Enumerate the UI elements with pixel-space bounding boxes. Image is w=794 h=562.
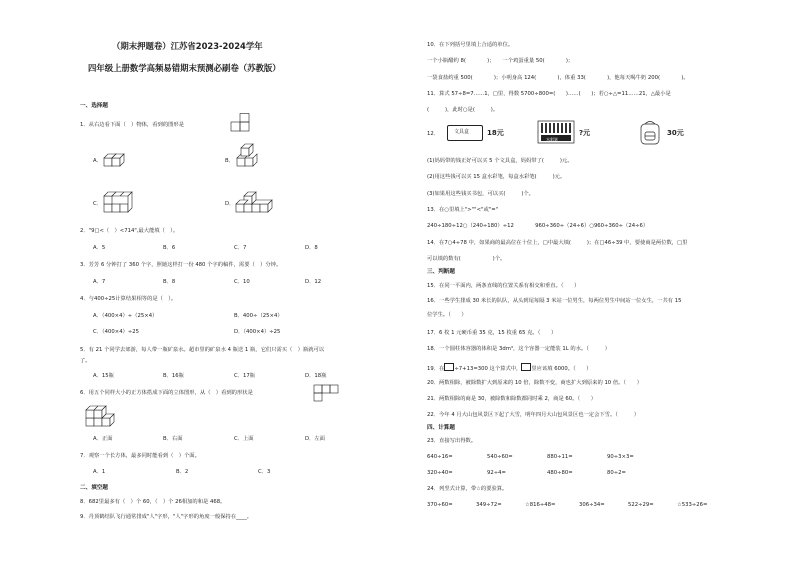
q3-option-d: D．12: [305, 279, 322, 285]
question-12: 12．: [427, 131, 440, 137]
q10-line-2: 一袋食盐约重 500( )；小明身高 124( )，体重 33( )，他每天喝牛奶 200( )。: [427, 75, 689, 81]
pencil-case-image: [447, 125, 483, 141]
question-21: 21．两数相除的商是 30，被除数和除数都同时乘 2，商是 60。（ ）: [427, 396, 597, 402]
question-11-line-1: 11．算式 57÷8=7……1，□里，得数 5700÷800=( )……( )；若○÷△=11……21，△最小是: [427, 91, 671, 97]
q23-row-1-item-3: 880÷11=: [547, 454, 573, 460]
q1-option-d: D．: [225, 201, 235, 207]
schoolbag-price: 30元: [667, 129, 684, 137]
q19-box-2: [521, 363, 531, 371]
q23-row-2-item-1: 320÷40=: [427, 470, 453, 476]
watercolor-pens-price: ?元: [579, 129, 591, 137]
q24-item-5: 522÷29=: [628, 502, 654, 508]
q23-row-1-item-1: 640÷16=: [427, 454, 453, 460]
q7-option-b: B．2: [176, 469, 189, 475]
q24-item-3: ☆816÷48=: [525, 502, 556, 508]
q1-option-a: A．: [93, 158, 102, 164]
title-line-2: 四年级上册数学高频易错期末预测必刷卷（苏教版）: [88, 63, 281, 73]
section-true-false: 三、判断题: [427, 269, 455, 275]
question-5-line-2: 了。: [80, 358, 91, 364]
question-6: 6．用五个同样大小的正方体搭成下面的立体图形，从（ ）看到的形状是: [80, 390, 253, 396]
q2-option-c: C．7: [234, 245, 247, 251]
q1-option-b: B．: [225, 158, 234, 164]
q6-option-a: A．正面: [93, 436, 113, 442]
q23-row-2-item-4: 80÷2=: [607, 470, 626, 476]
q6-view-figure: [313, 384, 339, 402]
title-line-1: （期末押题卷）江苏省2023-2024学年: [112, 41, 263, 51]
q6-solid-figure: [84, 402, 120, 432]
q19-box-1: [444, 363, 454, 371]
pencil-case-label: 文具盒: [454, 129, 470, 135]
question-13: 13．在○里填上">""<"或"=": [427, 207, 499, 213]
q2-option-d: D．8: [305, 245, 318, 251]
question-3: 3．芳芳 6 分钟打了 360 个字，照她这样打一份 480 个字的稿件，需要（ ）分钟。: [80, 262, 282, 268]
schoolbag-image: [637, 118, 663, 146]
section-calculation: 四、计算题: [427, 425, 455, 431]
question-10: 10．在下列括号里填上合适的单位。: [427, 42, 514, 48]
question-16-line-2: 位学生。（ ）: [427, 312, 467, 318]
q10-line-1: 一个小瓶醋约 8( )； 一个鸡蛋重量 50( )；: [427, 58, 574, 64]
question-16-line-1: 16．一些学生排成 30 米长的队队，从头到尾每隔 3 米站一位男生，每两位男生中间站一位女生，一共有 15: [427, 298, 682, 304]
q23-row-2-item-2: 92÷4=: [487, 470, 506, 476]
question-4: 4．与400÷25计算结果相等的是（ ）。: [80, 296, 177, 302]
q1-view-figure: [230, 113, 254, 133]
watercolor-pens-label: 水彩笔: [546, 137, 558, 142]
q4-option-b: B．400÷（25×4）: [234, 313, 283, 319]
question-19: [427, 363, 592, 373]
question-1: 1．从右边看下面（ ）物体，看到的图形是: [80, 122, 185, 128]
q6-option-b: B．右面: [163, 436, 183, 442]
q12-part-1: (1)妈妈带的钱正好可以买 5 个文具盒，妈妈带了( )元。: [427, 158, 573, 164]
q5-option-c: C．17瓶: [234, 373, 256, 379]
q1-option-c-figure: [102, 186, 134, 218]
q1-option-a-figure: [102, 144, 132, 174]
q24-item-2: 349÷72=: [476, 502, 502, 508]
q13-comparisons: 240÷180÷12○（240÷180）÷12 960÷360÷（24÷6）○960÷360÷（24÷6）: [427, 223, 649, 229]
q24-item-6: ☆533÷26=: [677, 502, 708, 508]
q4-option-a: A．（400×4）÷（25×4）: [93, 313, 158, 319]
q24-item-1: 370÷60=: [427, 502, 453, 508]
q2-option-a: A．5: [93, 245, 106, 251]
q5-option-b: B．16瓶: [163, 373, 184, 379]
q5-option-a: A．15瓶: [93, 373, 114, 379]
q6-option-c: C．上面: [234, 436, 254, 442]
question-9: 9．丹顶鹤结队飞行通常排成"人"字形，"人"字形的角度一般保持在____。: [80, 514, 253, 520]
q6-option-d: D．左面: [305, 436, 325, 442]
question-14-line-1: 14．在7○4÷78 中，如果商的最高位在十位上，□中最大填( )；在□46÷39 中，要使商是两位数，□里: [427, 240, 688, 246]
question-14-line-2: 可以填的数有( )个。: [427, 256, 506, 262]
question-20: 20．两数相除，被除数扩大到原来的 10 倍，除数不变，商也扩大到原来的 10 倍。（ ）: [427, 380, 642, 386]
q4-option-d: D．（400×4）÷25: [234, 329, 281, 335]
q19-prefix: 19．在: [427, 366, 445, 372]
q3-option-c: C．10: [234, 279, 250, 285]
question-23: 23．直接写出得数。: [427, 438, 477, 444]
question-24: 24．列竖式计算，带☆的要验算。: [427, 486, 508, 492]
question-11-line-2: ( )，此时○是( )。: [427, 107, 499, 113]
q12-part-2: (2)用这些钱可以买 15 盒水彩笔，每盒水彩笔( )元。: [427, 174, 566, 180]
pencil-case-price: 18元: [487, 129, 504, 137]
q5-option-d: D．18瓶: [305, 373, 327, 379]
q7-option-c: C．3: [258, 469, 271, 475]
section-choice: 一、选择题: [80, 103, 108, 109]
q3-option-a: A．7: [93, 279, 106, 285]
question-2: 2．"9□<（ ）<714",最大能填（ ）。: [80, 228, 179, 234]
q2-option-b: B．6: [163, 245, 176, 251]
question-7: 7．观察一个长方体，最多同时能看到（ ）个面。: [80, 453, 200, 459]
q23-row-1-item-2: 540÷60=: [487, 454, 513, 460]
q23-row-1-item-4: 90÷3×3=: [607, 454, 634, 460]
q19-middle: ÷7+13=300 这个算式中，: [454, 366, 522, 372]
question-8: 8．682里最多有（ ）个 60，（ ）个 26相加的和是 468。: [80, 499, 226, 505]
q24-item-4: 306÷34=: [579, 502, 605, 508]
q1-option-b-figure: [234, 142, 264, 174]
q23-row-2-item-3: 480÷80=: [547, 470, 573, 476]
q3-option-b: B．8: [163, 279, 176, 285]
q1-option-d-figure: [234, 184, 280, 218]
question-18: 18．一个圆柱体容器的体积是 3dm³，这个容器一定能装 1L 的水。（ ）: [427, 346, 611, 352]
question-5-line-1: 5．有 21 个同学去郊游，每人带一瓶矿泉水。超市里的矿泉水 4 瓶送 1 瓶，它们只需买（ ）瓶就可以: [80, 347, 325, 353]
section-fill-blank: 二、填空题: [80, 485, 108, 491]
question-17: 17．6 枚 1 元硬币重 35 克，15 枚重 65 克。（ ）: [427, 330, 557, 336]
q12-part-3: (3)如果用这些钱买书包，可以买( )个。: [427, 191, 534, 197]
question-15: 15．在同一平面内，两条直线的位置关系有相交和垂直。（ ）: [427, 283, 580, 289]
q19-suffix: 里应该填 6000。（ ）: [531, 366, 592, 372]
q4-option-c: C．（400×4）÷25: [93, 329, 140, 335]
question-22: 22．今年 4 月大山包风景区下起了大雪，明年四月大山包风景区也一定会下雪。（ ）: [427, 412, 640, 418]
q1-option-c: C．: [93, 201, 102, 207]
q7-option-a: A．1: [93, 469, 106, 475]
